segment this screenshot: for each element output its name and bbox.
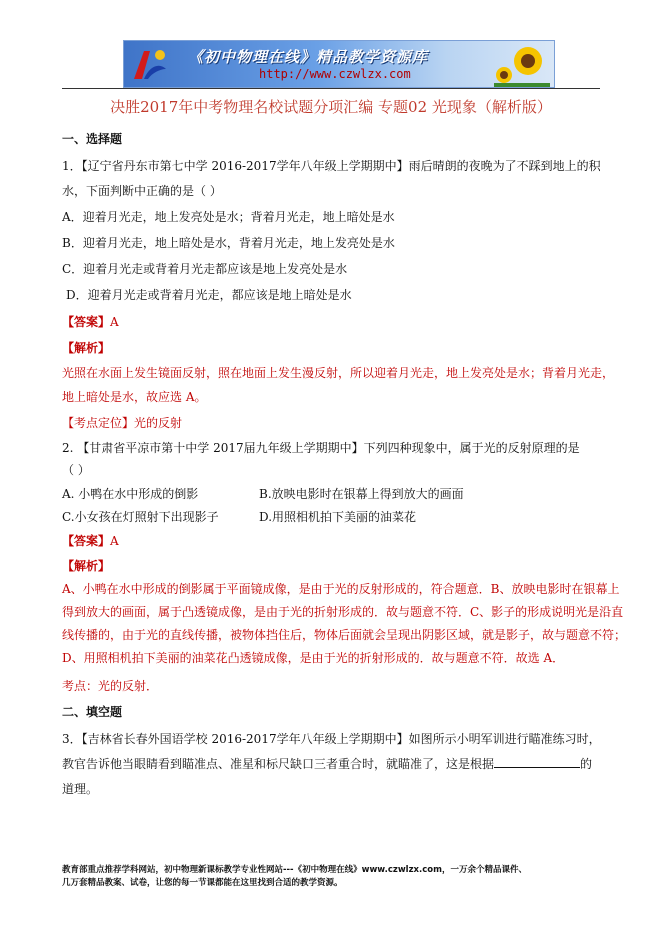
q2-analysis-line4: D、用照相机拍下美丽的油菜花凸透镜成像，是由于光的折射形成的．故与题意不符．故选 A．: [62, 651, 565, 665]
q1-stem-line2: 水，下面判断中正确的是（ ）: [62, 184, 222, 198]
q1-stem-line1: 1．【辽宁省丹东市第七中学 2016-2017学年八年级上学期期中】雨后晴朗的夜晚为了不踩到地上的积: [62, 159, 601, 173]
q1-analysis-label: 【解析】: [62, 341, 111, 355]
q2-option-b: B.放映电影时在银幕上得到放大的画面: [259, 487, 464, 501]
banner-title: 《初中物理在线》精品教学资源库: [188, 48, 429, 66]
q3-stem-line3: 道理。: [62, 782, 99, 796]
q1-answer: [62, 313, 119, 330]
q2-analysis-line1: A、小鸭在水中形成的倒影属于平面镜成像，是由于光的反射形成的，符合题意．B、放映电影时在银幕上: [62, 582, 620, 596]
banner-url[interactable]: http://www.czwlzx.com: [259, 67, 411, 81]
section-heading-fill: 二、填空题: [62, 705, 123, 719]
q3-stem-line2-text: 教官告诉他当眼睛看到瞄准点、准星和标尺缺口三者重合时，就瞄准了，这是根据: [62, 757, 495, 771]
section-heading-choice: 一、选择题: [62, 132, 123, 146]
q2-analysis-line2: 得到放大的画面，属于凸透镜成像，是由于光的折射形成的．故与题意不符．C、影子的形成说明光是沿直: [62, 605, 624, 619]
q1-kaodian: 【考点定位】光的反射: [62, 416, 183, 430]
q1-option-c: C．迎着月光走或背着月光走都应该是地上发亮处是水: [62, 262, 348, 276]
q2-answer-label: 【答案】: [62, 534, 111, 548]
sunflower-icon: [494, 43, 550, 87]
q1-answer-label: 【答案】: [62, 315, 111, 329]
q1-answer-value: A: [110, 315, 119, 329]
q2-kaodian: 考点：光的反射．: [62, 679, 159, 693]
header-banner: [123, 40, 555, 88]
q2-option-d: D.用照相机拍下美丽的油菜花: [259, 510, 417, 524]
q3-stem-line2-end: 的: [580, 757, 593, 771]
logo-icon: [130, 45, 170, 83]
header-divider: [62, 88, 600, 89]
q2-option-c: C.小女孩在灯照射下出现影子: [62, 510, 219, 524]
footer: [62, 864, 622, 890]
q2-analysis-label: 【解析】: [62, 559, 111, 573]
document-title: 决胜2017年中考物理名校试题分项汇编 专题02 光现象（解析版）: [110, 98, 552, 116]
q3-stem-line2: [62, 755, 592, 772]
q2-answer: [62, 532, 119, 549]
q2-analysis-line3: 线传播的，由于光的直线传播，被物体挡住后，物体后面就会呈现出阴影区域，就是影子，故与题意不符；: [62, 628, 627, 642]
q2-answer-value: A: [110, 534, 119, 548]
q1-analysis-line1: 光照在水面上发生镜面反射，照在地面上发生漫反射，所以迎着月光走，地上发亮处是水；背着月光走，: [62, 366, 615, 380]
q1-option-d: D．迎着月光走或背着月光走，都应该是地上暗处是水: [66, 288, 352, 302]
q2-stem-line1: 2. 【甘肃省平凉市第十中学 2017届九年级上学期期中】下列四种现象中，属于光的反射原理的是: [62, 441, 580, 455]
q1-option-a: A．迎着月光走，地上发亮处是水；背着月光走，地上暗处是水: [62, 210, 395, 224]
q2-stem-line2: （ ）: [62, 463, 90, 477]
q3-stem-line1: 3．【吉林省长春外国语学校 2016-2017学年八年级上学期期中】如图所示小明军训进行瞄准练习时，: [62, 732, 601, 746]
footer-line2: 几万套精品教案、试卷，让您的每一节课都能在这里找到合适的教学资源。: [62, 878, 343, 888]
q2-option-a: A. 小鸭在水中形成的倒影: [62, 487, 199, 501]
q1-analysis-line2: 地上暗处是水，故应选 A。: [62, 390, 207, 404]
q3-answer-blank[interactable]: [494, 755, 580, 768]
footer-line1: 教育部重点推荐学科网站，初中物理新课标教学专业性网站---《初中物理在线》www.czwlzx.com，一万余个精品课件、: [62, 865, 527, 875]
q1-option-b: B．迎着月光走，地上暗处是水，背着月光走，地上发亮处是水: [62, 236, 395, 250]
